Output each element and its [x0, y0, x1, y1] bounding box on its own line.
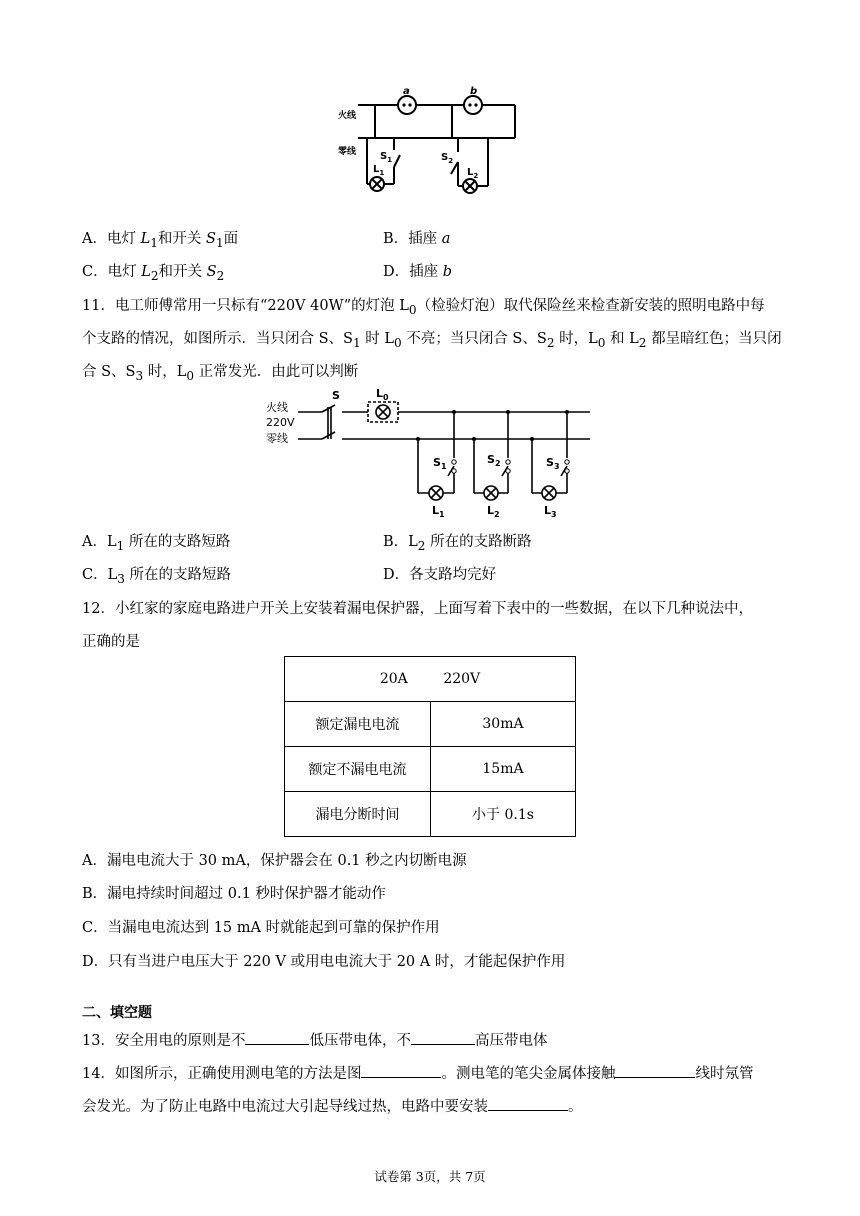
- q13-blank-2[interactable]: [411, 1030, 475, 1045]
- q11-option-b: B．$L_2$ 所在的支路断路: [383, 534, 532, 553]
- spec-value: 小于 0.1s: [431, 792, 576, 837]
- q13-text: 13．安全用电的原则是不 低压带电体，不 高压带电体: [82, 1029, 547, 1050]
- table-row: [285, 747, 576, 792]
- q10-socket-a-label: a: [403, 86, 410, 97]
- q10-option-d: D．插座 b: [383, 264, 453, 280]
- section-heading-fill-in: 二、填空题: [82, 1005, 152, 1021]
- spec-value: 15mA: [431, 747, 576, 792]
- q10-option-a: A．电灯 $L_1$和开关 $S_1$面: [82, 231, 239, 250]
- q10-l1-label: $L_1$: [373, 164, 385, 177]
- q11-l0-label: $L_0$: [376, 387, 389, 402]
- q10-live-label: 火线: [338, 111, 357, 121]
- q11-option-d: D．各支路均完好: [383, 567, 497, 583]
- table-row: [285, 657, 576, 702]
- q10-socket-b-label: b: [470, 86, 478, 97]
- q10-s1-label: $S_1$: [380, 151, 393, 164]
- q12-option-c: C．当漏电电流达到 15 mA 时就能起到可靠的保护作用: [82, 920, 440, 936]
- q11-text-line-1: 11．电工师傅常用一只标有“220V 40W”的灯泡 $L_0$（检验灯泡）取代保险丝来检查新安装的照明电路中每: [82, 298, 765, 317]
- spec-label: 额定漏电电流: [285, 702, 431, 747]
- q12-option-d: D．只有当进户电压大于 220 V 或用电电流大于 20 A 时，才能起保护作用: [82, 954, 566, 970]
- spec-table-header: 20A 220V: [285, 657, 576, 702]
- q11-text-line-3: 合 S、$S_3$ 时，$L_0$ 正常发光．由此可以判断: [82, 364, 359, 383]
- table-row: [285, 792, 576, 837]
- q11-circuit-diagram: [262, 383, 602, 523]
- q12-option-b: B．漏电持续时间超过 0.1 秒时保护器才能动作: [82, 886, 386, 902]
- q11-s1-label: $S_1$: [433, 456, 447, 471]
- q11-live-label: 火线: [266, 401, 288, 414]
- q12-text-line-1: 12．小红家的家庭电路进户开关上安装着漏电保护器，上面写着下表中的一些数据，在以下几种说法中，: [82, 601, 753, 617]
- q10-l2-label: $L_2$: [467, 167, 479, 180]
- q12-option-a: A．漏电电流大于 30 mA，保护器会在 0.1 秒之内切断电源: [82, 853, 467, 869]
- q11-neutral-label: 零线: [266, 432, 288, 445]
- q11-s2-label: $S_2$: [487, 453, 501, 468]
- q10-option-b: B．插座 a: [383, 231, 451, 247]
- q11-s-label: S: [332, 389, 340, 402]
- table-row: [285, 702, 576, 747]
- q11-text-line-2: 个支路的情况，如图所示．当只闭合 S、$S_1$ 时 $L_0$ 不亮；当只闭合 S、$S_2$ 时，$L_0$ 和 $L_2$ 都呈暗红色；当只闭: [82, 331, 782, 350]
- spec-value: 30mA: [431, 702, 576, 747]
- q14-text-line-1: 14．如图所示，正确使用测电笔的方法是图 。测电笔的笔尖金属体接触 线时氖管: [82, 1062, 753, 1083]
- q10-s2-label: $S_2$: [441, 152, 454, 165]
- q11-s3-label: $S_3$: [546, 456, 560, 471]
- q14-blank-3[interactable]: [488, 1096, 568, 1111]
- q13-blank-1[interactable]: [245, 1030, 309, 1045]
- q11-option-c: C．$L_3$ 所在的支路短路: [82, 567, 232, 586]
- spec-label: 漏电分断时间: [285, 792, 431, 837]
- q10-option-c: C．电灯 $L_2$和开关 $S_2$: [82, 264, 225, 283]
- q10-circuit-diagram: [330, 82, 530, 212]
- q12-spec-table: [284, 656, 576, 837]
- q14-blank-1[interactable]: [361, 1063, 441, 1078]
- q11-l2-label: $L_2$: [487, 504, 500, 519]
- q11-voltage-label: 220V: [266, 416, 295, 429]
- q14-text-line-2: 会发光。为了防止电路中电流过大引起导线过热，电路中要安装 。: [82, 1095, 583, 1116]
- q10-neutral-label: 零线: [338, 147, 357, 157]
- q11-l1-label: $L_1$: [432, 504, 445, 519]
- q14-blank-2[interactable]: [615, 1063, 695, 1078]
- q12-text-line-2: 正确的是: [82, 634, 140, 650]
- q11-l3-label: $L_3$: [544, 504, 557, 519]
- q11-option-a: A．$L_1$ 所在的支路短路: [82, 534, 231, 553]
- spec-label: 额定不漏电电流: [285, 747, 431, 792]
- page-footer: 试卷第 3页，共 7页: [374, 1169, 486, 1184]
